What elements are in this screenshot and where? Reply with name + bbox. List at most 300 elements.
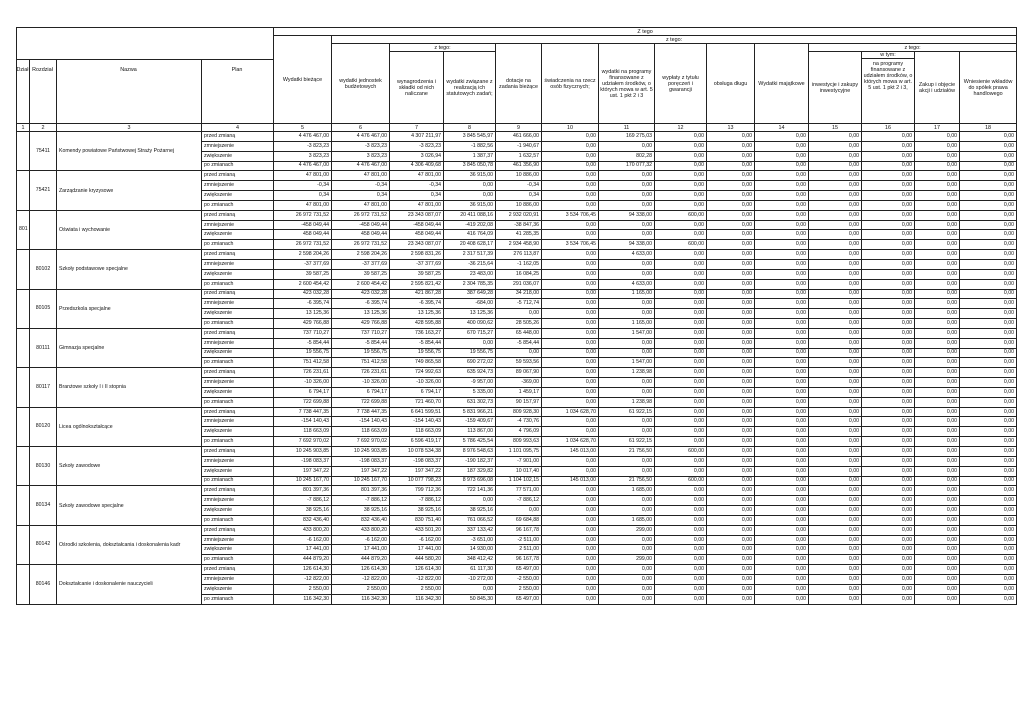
value-cell: 0,00 [707,387,755,397]
value-cell: 2 598 204,26 [332,250,390,260]
value-cell: 0,00 [599,230,655,240]
value-cell: 0,00 [960,328,1017,338]
nazwa-cell: Komendy powiatowe Państwowej Straży Pożarnej [57,132,202,171]
value-cell: 10 078 534,38 [390,447,444,457]
value-cell: 1 238,98 [599,368,655,378]
value-cell: 0,00 [960,220,1017,230]
value-cell: 0,00 [755,456,809,466]
value-cell: 0,00 [655,545,707,555]
dzial-cell [17,132,30,171]
value-cell: 0,00 [862,259,915,269]
value-cell: 0,00 [915,289,960,299]
value-cell: 0,00 [542,456,599,466]
value-cell: 337 133,42 [444,525,496,535]
value-cell: 0,00 [915,417,960,427]
column-number: 10 [542,124,599,132]
value-cell: 749 865,58 [390,358,444,368]
value-cell: 0,00 [915,535,960,545]
column-number: 1 [17,124,30,132]
value-cell: 0,00 [960,309,1017,319]
value-cell: 0,00 [862,230,915,240]
value-cell: -7 901,00 [496,456,542,466]
value-cell: 0,00 [542,348,599,358]
value-cell: 0,00 [809,397,862,407]
value-cell: 3 534 706,45 [542,240,599,250]
value-cell: 0,00 [862,161,915,171]
value-cell: 0,00 [809,496,862,506]
value-cell: 0,00 [755,200,809,210]
value-cell: 1 387,37 [444,151,496,161]
row-type-label: zmniejszenie [202,574,274,584]
value-cell: 0,00 [915,368,960,378]
value-cell: 0,00 [809,230,862,240]
value-cell: 0,00 [542,161,599,171]
value-cell: 10 245 167,70 [274,476,332,486]
value-cell: 0,34 [390,191,444,201]
value-cell: 0,00 [655,456,707,466]
value-cell: 0,00 [655,397,707,407]
value-cell: 0,00 [915,476,960,486]
value-cell: -458 049,44 [390,220,444,230]
value-cell: 0,00 [707,348,755,358]
value-cell: 0,00 [862,407,915,417]
column-number: 13 [707,124,755,132]
value-cell: -1 882,56 [444,141,496,151]
row-type-label: zmniejszenie [202,338,274,348]
value-cell: 0,00 [862,427,915,437]
row-type-label: po zmianach [202,476,274,486]
row-type-label: zmniejszenie [202,378,274,388]
value-cell: 10 886,00 [496,200,542,210]
value-cell: 0,00 [809,279,862,289]
column-number: 6 [332,124,390,132]
value-cell: 39 587,25 [332,269,390,279]
value-cell: 0,00 [655,259,707,269]
value-cell: 0,00 [915,437,960,447]
value-cell: 96 167,78 [496,555,542,565]
value-cell: 0,00 [542,506,599,516]
value-cell: 600,00 [655,240,707,250]
value-cell: 600,00 [655,476,707,486]
value-cell: 0,00 [599,171,655,181]
value-cell: -0,34 [332,181,390,191]
value-cell: 0,00 [496,309,542,319]
row-type-label: zwiększenie [202,151,274,161]
rozdzial-cell: 80102 [30,250,57,289]
value-cell: 0,00 [599,496,655,506]
value-cell: 0,00 [960,437,1017,447]
row-type-label: przed zmianą [202,328,274,338]
value-cell: 0,00 [655,269,707,279]
value-cell: -7 886,12 [274,496,332,506]
value-cell: -190 182,37 [444,456,496,466]
row-type-label: zmniejszenie [202,496,274,506]
value-cell: 276 113,87 [496,250,542,260]
value-cell: 0,00 [655,378,707,388]
value-cell: 348 412,42 [444,555,496,565]
value-cell: 0,00 [599,200,655,210]
value-cell: 36 915,00 [444,200,496,210]
value-cell: 0,00 [960,565,1017,575]
value-cell: 0,00 [960,456,1017,466]
value-cell: 19 556,75 [444,348,496,358]
header-z-tego-b: z tego: [390,44,496,52]
rozdzial-cell: 75421 [30,171,57,210]
value-cell: 10 886,00 [496,171,542,181]
value-cell: 0,00 [809,161,862,171]
value-cell: -37 377,69 [332,259,390,269]
value-cell: 0,00 [599,417,655,427]
value-cell: 0,00 [655,427,707,437]
value-cell: 0,00 [960,269,1017,279]
value-cell: 0,00 [542,269,599,279]
value-cell: 0,00 [755,358,809,368]
value-cell: 0,00 [655,132,707,142]
value-cell: 0,00 [655,279,707,289]
value-cell: 0,00 [915,466,960,476]
value-cell: 0,00 [862,358,915,368]
value-cell: 600,00 [655,210,707,220]
value-cell: 39 587,25 [390,269,444,279]
value-cell: 0,00 [707,220,755,230]
row-type-label: zwiększenie [202,309,274,319]
value-cell: 0,00 [862,555,915,565]
value-cell: 600,00 [655,447,707,457]
value-cell: 0,00 [542,309,599,319]
value-cell: 0,00 [707,397,755,407]
value-cell: 0,00 [755,141,809,151]
value-cell: 0,00 [496,506,542,516]
rozdzial-cell [30,210,57,249]
row-type-label: zwiększenie [202,427,274,437]
value-cell: 0,00 [599,309,655,319]
value-cell: 96 167,78 [496,525,542,535]
value-cell: 0,00 [599,584,655,594]
value-cell: 458 049,44 [274,230,332,240]
value-cell: 0,00 [809,309,862,319]
value-cell: 0,00 [960,299,1017,309]
value-cell: 0,00 [707,545,755,555]
value-cell: 0,00 [707,299,755,309]
value-cell: 21 756,50 [599,447,655,457]
value-cell: 0,00 [755,397,809,407]
value-cell: 0,00 [809,368,862,378]
nazwa-cell: Szkoły zawodowe [57,447,202,486]
value-cell: 0,00 [960,417,1017,427]
header-wynagrodzenia: wynagrodzenia i składki od nich naliczane [390,52,444,124]
value-cell: 0,00 [915,447,960,457]
row-type-label: po zmianach [202,515,274,525]
row-type-label: po zmianach [202,358,274,368]
value-cell: 0,00 [915,210,960,220]
value-cell: 726 231,61 [274,368,332,378]
value-cell: 2 600 454,42 [332,279,390,289]
value-cell: 0,00 [755,476,809,486]
value-cell: 0,00 [915,181,960,191]
value-cell: 0,00 [960,407,1017,417]
nazwa-cell: Ośrodki szkolenia, dokształcania i doskonalenia kadr [57,525,202,564]
value-cell: 0,00 [809,210,862,220]
row-type-label: zmniejszenie [202,456,274,466]
value-cell: 0,00 [862,132,915,142]
value-cell: 0,00 [599,535,655,545]
header-wyplaty: wypłaty z tytułu poręczeń i gwarancji [655,44,707,124]
value-cell: 4 633,00 [599,250,655,260]
value-cell: 0,00 [444,584,496,594]
value-cell: 0,00 [707,309,755,319]
value-cell: 0,00 [542,555,599,565]
value-cell: 0,00 [707,584,755,594]
value-cell: 0,00 [809,151,862,161]
value-cell: 0,00 [809,456,862,466]
value-cell: 0,00 [655,141,707,151]
value-cell: 0,00 [707,525,755,535]
value-cell: -3 823,23 [390,141,444,151]
value-cell: 0,00 [655,289,707,299]
value-cell: 1 165,00 [599,289,655,299]
value-cell: 429 766,88 [274,319,332,329]
row-type-label: po zmianach [202,200,274,210]
row-type-label: przed zmianą [202,368,274,378]
value-cell: 0,00 [915,230,960,240]
value-cell: 0,00 [542,368,599,378]
value-cell: 0,00 [707,269,755,279]
value-cell: 14 930,00 [444,545,496,555]
value-cell: 0,00 [707,506,755,516]
header-nazwa: Nazwa [120,67,137,73]
value-cell: 26 972 731,52 [274,240,332,250]
value-cell: 0,00 [707,358,755,368]
value-cell: 0,00 [809,525,862,535]
header-z-tego-a: z tego: [332,36,1017,44]
value-cell: 0,00 [809,466,862,476]
value-cell: 0,00 [542,378,599,388]
value-cell: 0,00 [542,299,599,309]
value-cell: 0,00 [755,240,809,250]
value-cell: 0,00 [542,279,599,289]
value-cell: 0,00 [809,407,862,417]
header-divider [56,59,57,123]
value-cell: 0,00 [862,574,915,584]
value-cell: -0,34 [274,181,332,191]
value-cell: 0,00 [862,269,915,279]
value-cell: 0,00 [862,387,915,397]
value-cell: 1 547,00 [599,328,655,338]
value-cell: 13 125,36 [274,309,332,319]
value-cell: 0,00 [809,338,862,348]
value-cell: 0,00 [655,181,707,191]
value-cell: 116 342,30 [332,594,390,604]
row-type-label: po zmianach [202,279,274,289]
value-cell: 0,00 [755,250,809,260]
value-cell: 0,00 [809,358,862,368]
value-cell: -5 854,44 [274,338,332,348]
value-cell: -6 162,00 [332,535,390,545]
header-z-tego-c: z tego: [809,44,1017,52]
value-cell: 0,00 [862,486,915,496]
value-cell: 0,00 [862,476,915,486]
table-row [17,407,1017,417]
value-cell: 36 915,00 [444,171,496,181]
value-cell: 0,00 [599,466,655,476]
value-cell: 0,00 [915,358,960,368]
value-cell: 0,00 [542,200,599,210]
value-cell: 0,00 [862,319,915,329]
value-cell: 0,00 [655,565,707,575]
nazwa-cell: Branżowe szkoły I i II stopnia [57,368,202,407]
value-cell: 0,00 [542,181,599,191]
value-cell: 34 218,00 [496,289,542,299]
value-cell: 433 501,20 [390,525,444,535]
value-cell: 4 306 409,68 [390,161,444,171]
value-cell: 1 685,00 [599,515,655,525]
value-cell: 0,00 [707,328,755,338]
value-cell: 7 692 970,02 [274,437,332,447]
row-type-label: przed zmianą [202,250,274,260]
value-cell: 0,00 [915,191,960,201]
value-cell: 0,00 [755,259,809,269]
value-cell: 0,00 [542,220,599,230]
value-cell: 0,00 [755,594,809,604]
value-cell: 26 972 731,52 [274,210,332,220]
value-cell: 3 845 050,78 [444,161,496,171]
value-cell: 0,00 [655,319,707,329]
row-type-label: przed zmianą [202,171,274,181]
header-wydatki-zwiazane: wydatki związane z realizacją ich statutowych zadań; [444,52,496,124]
column-number: 7 [390,124,444,132]
value-cell: 0,00 [960,447,1017,457]
value-cell: 0,00 [960,348,1017,358]
value-cell: 0,00 [915,348,960,358]
value-cell: 6 794,17 [274,387,332,397]
value-cell: 0,00 [755,407,809,417]
header-dzial: Dział [16,67,29,73]
value-cell: 0,00 [707,191,755,201]
value-cell: 0,00 [707,565,755,575]
table-row [17,486,1017,496]
value-cell: 0,00 [915,574,960,584]
value-cell: 0,00 [915,200,960,210]
value-cell: 10 245 903,85 [332,447,390,457]
value-cell: 0,00 [599,545,655,555]
value-cell: 47 801,00 [390,171,444,181]
value-cell: 0,00 [542,289,599,299]
value-cell: 26 972 731,52 [332,210,390,220]
nazwa-cell: Oświata i wychowanie [57,210,202,249]
value-cell: 0,00 [444,338,496,348]
value-cell: -154 140,43 [332,417,390,427]
header-divider [201,59,202,123]
value-cell: 0,00 [755,191,809,201]
dzial-cell [17,407,30,446]
value-cell: 126 614,30 [332,565,390,575]
header-wniesienie: Wniesienie wkładów do spółek prawa handlowego [960,52,1017,124]
row-type-label: zmniejszenie [202,417,274,427]
nazwa-cell: Przedszkola specjalne [57,289,202,328]
table-row [17,447,1017,457]
value-cell: -198 083,37 [390,456,444,466]
value-cell: 0,00 [960,181,1017,191]
value-cell: 0,00 [862,338,915,348]
header-divider [29,59,30,123]
header-dotacje: dotacje na zadania bieżące [496,44,542,124]
value-cell: 0,00 [655,466,707,476]
value-cell: 19 556,75 [332,348,390,358]
value-cell: 0,00 [960,387,1017,397]
value-cell: 0,00 [862,299,915,309]
value-cell: 421 867,28 [390,289,444,299]
header-w-tym: w tym: [862,52,914,59]
value-cell: 197 347,22 [390,466,444,476]
value-cell: 169 275,03 [599,132,655,142]
value-cell: 118 663,09 [274,427,332,437]
value-cell: 94 338,00 [599,240,655,250]
value-cell: 0,00 [809,545,862,555]
value-cell: 0,00 [707,427,755,437]
value-cell: 801 397,36 [274,486,332,496]
value-cell: 0,00 [960,466,1017,476]
dzial-cell [17,447,30,486]
value-cell: 7 738 447,35 [274,407,332,417]
value-cell: 1 165,00 [599,319,655,329]
value-cell: 0,00 [707,496,755,506]
value-cell: 13 125,36 [444,309,496,319]
value-cell: 0,00 [915,220,960,230]
value-cell: 0,00 [960,319,1017,329]
value-cell: 0,00 [542,545,599,555]
row-type-label: zwiększenie [202,584,274,594]
value-cell: 670 715,27 [444,328,496,338]
value-cell: 0,00 [862,417,915,427]
value-cell: 0,00 [809,506,862,516]
value-cell: 0,00 [542,486,599,496]
value-cell: 0,00 [707,240,755,250]
value-cell: 0,00 [862,565,915,575]
header-wydatki-biezace: Wydatki bieżące [274,36,332,124]
row-type-label: przed zmianą [202,210,274,220]
value-cell: 50 845,30 [444,594,496,604]
value-cell: 0,00 [862,496,915,506]
row-type-label: zmniejszenie [202,259,274,269]
column-number: 5 [274,124,332,132]
value-cell: 5 786 425,54 [444,437,496,447]
value-cell: 77 571,00 [496,486,542,496]
row-type-label: po zmianach [202,161,274,171]
value-cell: 0,00 [915,299,960,309]
value-cell: -159 409,67 [444,417,496,427]
value-cell: 0,00 [655,348,707,358]
value-cell: 0,00 [862,181,915,191]
value-cell: 0,00 [809,584,862,594]
value-cell: 0,00 [755,279,809,289]
value-cell: 0,00 [915,427,960,437]
value-cell: 0,00 [707,466,755,476]
value-cell: 0,00 [862,378,915,388]
column-number: 2 [30,124,57,132]
value-cell: 0,00 [707,200,755,210]
row-type-label: przed zmianą [202,289,274,299]
value-cell: 0,00 [862,250,915,260]
value-cell: -6 162,00 [390,535,444,545]
value-cell: 0,00 [809,240,862,250]
value-cell: 0,00 [915,545,960,555]
value-cell: 0,00 [755,496,809,506]
value-cell: 0,00 [862,200,915,210]
rozdzial-cell: 80120 [30,407,57,446]
value-cell: 461 666,00 [496,132,542,142]
value-cell: 0,00 [707,486,755,496]
value-cell: 0,00 [542,250,599,260]
